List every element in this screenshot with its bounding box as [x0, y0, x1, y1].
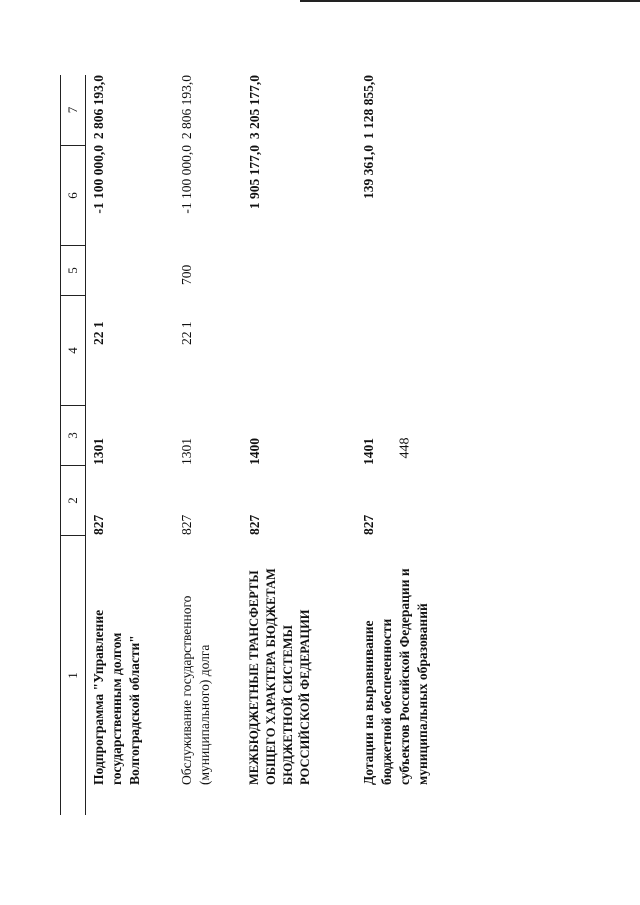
row-col-6: -1 100 000,0 — [179, 145, 194, 214]
row-col-2: 827 — [179, 514, 194, 535]
row-name: Обслуживание государственного (муниципального) долга — [179, 595, 212, 785]
row-col-2: 827 — [247, 514, 262, 535]
row-col-7: 1 128 855,0 — [361, 75, 376, 140]
table-header — [60, 75, 86, 815]
row-col-3: 1400 — [247, 438, 262, 465]
row-col-6: 1 905 177,0 — [247, 145, 262, 210]
header-col-5: 5 — [61, 245, 85, 295]
table-row — [246, 75, 346, 815]
table-row — [360, 75, 480, 815]
row-name: Дотации на выравнивание бюджетной обеспеченности субъектов Российской Федерации и муниципальных образований — [361, 568, 430, 785]
row-col-4: 22 1 — [179, 321, 194, 345]
row-name: МЕЖБЮДЖЕТНЫЕ ТРАНСФЕРТЫ ОБЩЕГО ХАРАКТЕРА БЮДЖЕТАМ БЮДЖЕТНОЙ СИСТЕМЫ РОССИЙСКОЙ ФЕДЕРАЦИИ — [247, 568, 312, 785]
row-col-6: -1 100 000,0 — [91, 145, 106, 214]
page-number: 448 — [397, 437, 413, 459]
row-col-3: 1301 — [179, 438, 194, 465]
row-col-5: 700 — [179, 264, 194, 285]
top-rule — [300, 0, 640, 2]
budget-table — [60, 75, 600, 815]
table-row — [178, 75, 238, 815]
row-col-2: 827 — [91, 514, 106, 535]
header-col-2: 2 — [61, 465, 85, 535]
row-col-7: 2 806 193,0 — [179, 75, 194, 140]
row-col-7: 3 205 177,0 — [247, 75, 262, 140]
row-col-4: 22 1 — [91, 321, 106, 345]
row-col-7: 2 806 193,0 — [91, 75, 106, 140]
header-col-6: 6 — [61, 145, 85, 245]
header-col-3: 3 — [61, 405, 85, 465]
table-row — [90, 75, 170, 815]
header-col-1: 1 — [61, 535, 85, 815]
row-col-3: 1401 — [361, 438, 376, 465]
row-name: Подпрограмма "Управление государственным долгом Волгоградской области" — [91, 609, 142, 785]
header-col-4: 4 — [61, 295, 85, 405]
row-col-2: 827 — [361, 514, 376, 535]
header-col-7: 7 — [65, 106, 80, 114]
row-col-6: 139 361,0 — [361, 145, 376, 199]
row-col-3: 1301 — [91, 438, 106, 465]
